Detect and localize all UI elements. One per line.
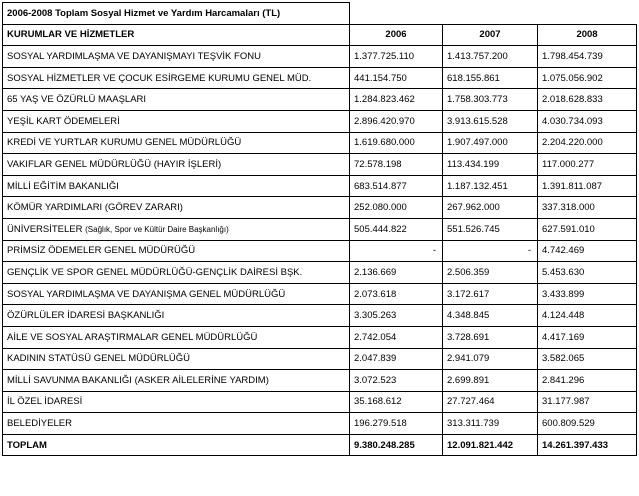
value-2006: 1.377.725.110 — [350, 46, 443, 68]
institution-name — [3, 197, 350, 219]
table-row — [3, 154, 637, 176]
institution-name — [3, 305, 350, 327]
value-2007: 3.728.691 — [443, 326, 538, 348]
institution-name — [3, 283, 350, 305]
value-2008: 31.177.987 — [538, 391, 637, 413]
institution-label: YEŞİL KART ÖDEMELERİ — [7, 115, 120, 127]
institution-name — [3, 348, 350, 370]
value-2008: 600.809.529 — [538, 413, 637, 435]
total-label: TOPLAM — [3, 434, 350, 456]
value-2006: 441.154.750 — [350, 67, 443, 89]
value-2008: 1.391.811.087 — [538, 175, 637, 197]
institution-name — [3, 326, 350, 348]
table-row — [3, 305, 637, 327]
value-2007: 27.727.464 — [443, 391, 538, 413]
institution-label: İL ÖZEL İDARESİ — [7, 396, 83, 408]
value-2007: 1.907.497.000 — [443, 132, 538, 154]
institution-label: MİLLİ EĞİTİM BAKANLIĞI — [7, 180, 119, 192]
institution-name — [3, 154, 350, 176]
table-row — [3, 326, 637, 348]
value-2007: 2.941.079 — [443, 348, 538, 370]
institution-name — [3, 240, 350, 262]
table-row — [3, 348, 637, 370]
title-blank-cell — [350, 3, 637, 25]
institution-label: SOSYAL HİZMETLER VE ÇOCUK ESİRGEME KURUMU GENEL MÜD. — [7, 72, 312, 84]
value-2007: 551.526.745 — [443, 218, 538, 240]
institution-name — [3, 218, 350, 240]
value-2008: 3.582.065 — [538, 348, 637, 370]
value-2006: 505.444.822 — [350, 218, 443, 240]
total-row — [3, 434, 637, 456]
value-2006: 196.279.518 — [350, 413, 443, 435]
institution-name — [3, 110, 350, 132]
institution-label: 65 YAŞ VE ÖZÜRLÜ MAAŞLARI — [7, 94, 147, 106]
table-row — [3, 218, 637, 240]
table-row — [3, 413, 637, 435]
value-2006: 3.072.523 — [350, 370, 443, 392]
value-2007: 313.311.739 — [443, 413, 538, 435]
total-2006: 9.380.248.285 — [350, 434, 443, 456]
institution-label: AİLE VE SOSYAL ARAŞTIRMALAR GENEL MÜDÜRLÜĞÜ — [7, 331, 258, 343]
value-2008: 4.124.448 — [538, 305, 637, 327]
value-2007: 618.155.861 — [443, 67, 538, 89]
value-2006: 1.284.823.462 — [350, 89, 443, 111]
header-2006: 2006 — [350, 24, 443, 46]
institution-name — [3, 89, 350, 111]
value-2006: 2.047.839 — [350, 348, 443, 370]
value-2006: 1.619.680.000 — [350, 132, 443, 154]
value-2008: 2.018.628.833 — [538, 89, 637, 111]
value-2008: 3.433.899 — [538, 283, 637, 305]
header-2007: 2007 — [443, 24, 538, 46]
institution-name — [3, 370, 350, 392]
table-row — [3, 283, 637, 305]
value-2007: 1.758.303.773 — [443, 89, 538, 111]
value-2008: 117.000.277 — [538, 154, 637, 176]
institution-label: SOSYAL YARDIMLAŞMA VE DAYANIŞMA GENEL MÜDÜRLÜĞÜ — [7, 288, 286, 300]
expenditure-table — [2, 2, 637, 456]
table-row — [3, 370, 637, 392]
header-institution: KURUMLAR VE HİZMETLER — [3, 24, 350, 46]
value-2008: 337.318.000 — [538, 197, 637, 219]
value-2008: 1.075.056.902 — [538, 67, 637, 89]
institution-name — [3, 67, 350, 89]
value-2007: - — [443, 240, 538, 262]
value-2007: 267.962.000 — [443, 197, 538, 219]
value-2007: 4.348.845 — [443, 305, 538, 327]
value-2007: 3.913.615.528 — [443, 110, 538, 132]
value-2007: 1.187.132.451 — [443, 175, 538, 197]
table-row — [3, 132, 637, 154]
value-2008: 4.417.169 — [538, 326, 637, 348]
institution-label: BELEDİYELER — [7, 418, 72, 430]
value-2008: 4.030.734.093 — [538, 110, 637, 132]
table-row — [3, 391, 637, 413]
institution-name — [3, 132, 350, 154]
value-2006: 683.514.877 — [350, 175, 443, 197]
institution-name — [3, 391, 350, 413]
institution-note: (Sağlık, Spor ve Kültür Daire Başkanlığı) — [85, 224, 229, 234]
value-2008: 2.204.220.000 — [538, 132, 637, 154]
institution-label: KÖMÜR YARDIMLARI (GÖREV ZARARI) — [7, 202, 183, 214]
institution-name — [3, 413, 350, 435]
institution-name — [3, 262, 350, 284]
table-row — [3, 240, 637, 262]
value-2006: 3.305.263 — [350, 305, 443, 327]
institution-label: GENÇLİK VE SPOR GENEL MÜDÜRLÜĞÜ-GENÇLİK DAİRESİ BŞK. — [7, 266, 303, 278]
value-2008: 2.841.296 — [538, 370, 637, 392]
header-2008: 2008 — [538, 24, 637, 46]
table-row — [3, 46, 637, 68]
value-2006: - — [350, 240, 443, 262]
table-row — [3, 175, 637, 197]
value-2006: 72.578.198 — [350, 154, 443, 176]
institution-label: KREDİ VE YURTLAR KURUMU GENEL MÜDÜRLÜĞÜ — [7, 137, 242, 149]
table-row — [3, 110, 637, 132]
value-2008: 1.798.454.739 — [538, 46, 637, 68]
value-2006: 35.168.612 — [350, 391, 443, 413]
value-2008: 4.742.469 — [538, 240, 637, 262]
table-row — [3, 89, 637, 111]
table-row — [3, 67, 637, 89]
value-2007: 3.172.617 — [443, 283, 538, 305]
table-row — [3, 197, 637, 219]
institution-label: PRİMSİZ ÖDEMELER GENEL MÜDÜRÜĞÜ — [7, 245, 196, 257]
total-2008: 14.261.397.433 — [538, 434, 637, 456]
value-2007: 2.699.891 — [443, 370, 538, 392]
institution-label: ÜNİVERSİTELER — [7, 223, 83, 235]
value-2006: 2.742.054 — [350, 326, 443, 348]
value-2008: 5.453.630 — [538, 262, 637, 284]
institution-name — [3, 175, 350, 197]
title-row — [3, 3, 637, 25]
value-2006: 2.136.669 — [350, 262, 443, 284]
institution-label: KADININ STATÜSÜ GENEL MÜDÜRLÜĞÜ — [7, 353, 190, 365]
institution-label: ÖZÜRLÜLER İDARESİ BAŞKANLIĞI — [7, 310, 165, 322]
table-title: 2006-2008 Toplam Sosyal Hizmet ve Yardım Harcamaları (TL) — [3, 3, 350, 25]
value-2008: 627.591.010 — [538, 218, 637, 240]
value-2007: 2.506.359 — [443, 262, 538, 284]
value-2007: 1.413.757.200 — [443, 46, 538, 68]
value-2006: 2.073.618 — [350, 283, 443, 305]
institution-label: SOSYAL YARDIMLAŞMA VE DAYANIŞMAYI TEŞVİK FONU — [7, 50, 261, 62]
institution-label: VAKIFLAR GENEL MÜDÜRLÜĞÜ (HAYIR İŞLERİ) — [7, 158, 222, 170]
value-2007: 113.434.199 — [443, 154, 538, 176]
header-row — [3, 24, 637, 46]
institution-name — [3, 46, 350, 68]
table-row — [3, 262, 637, 284]
institution-label: MİLLİ SAVUNMA BAKANLIĞI (ASKER AİLELERİNE YARDIM) — [7, 374, 269, 386]
value-2006: 2.896.420.970 — [350, 110, 443, 132]
value-2006: 252.080.000 — [350, 197, 443, 219]
total-2007: 12.091.821.442 — [443, 434, 538, 456]
